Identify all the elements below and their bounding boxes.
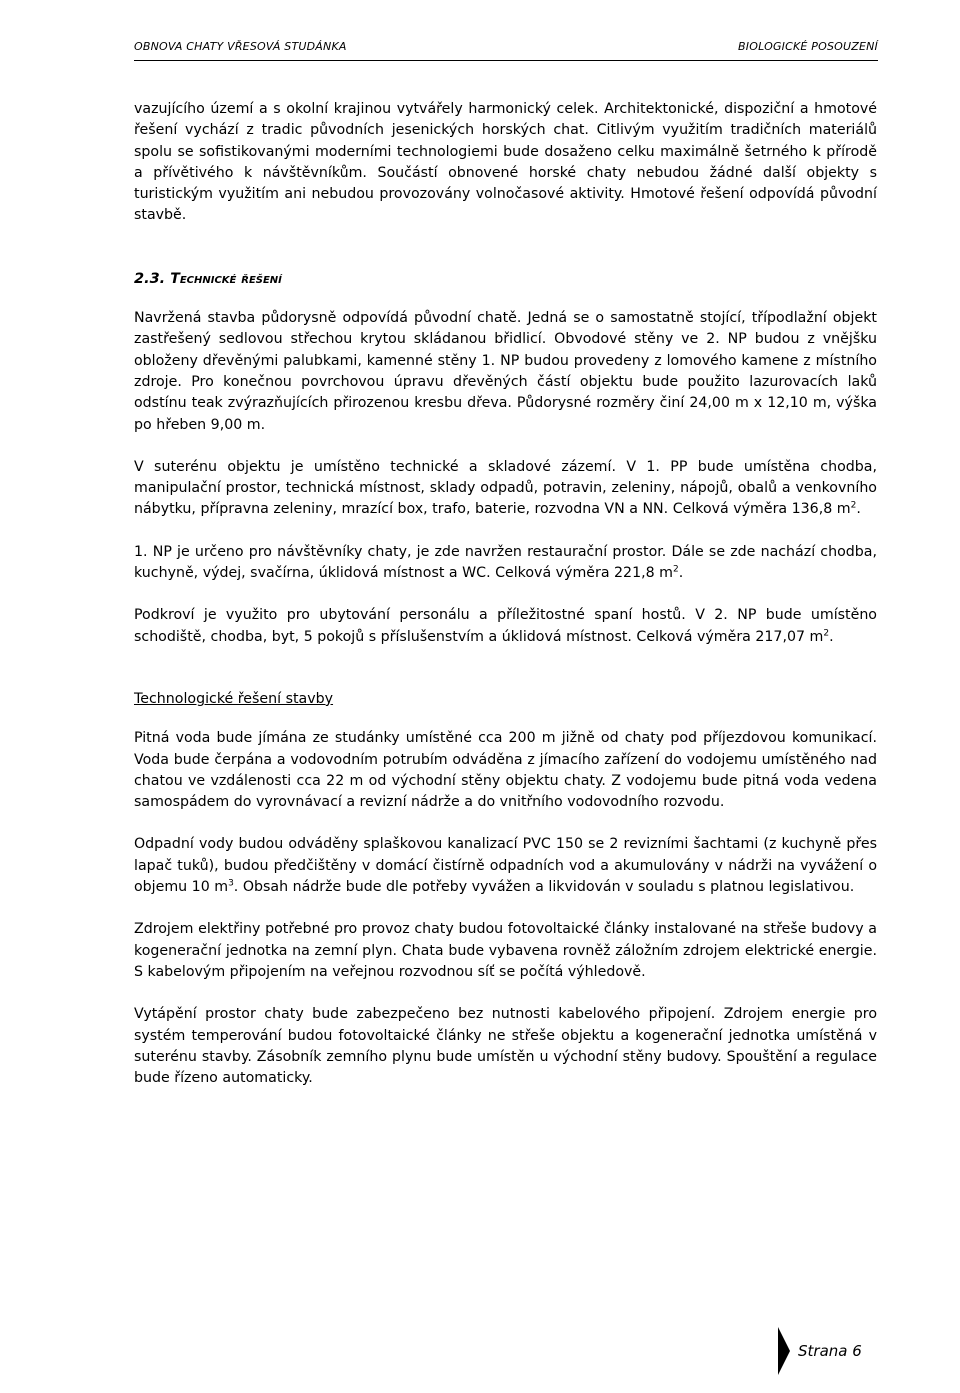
- page-header: [134, 36, 878, 61]
- page-number: Strana 6: [798, 1342, 862, 1360]
- paragraph-end: .: [678, 565, 684, 582]
- section-number: 2.3.: [134, 270, 166, 287]
- paragraph-heating: [134, 1004, 877, 1089]
- paragraph-end: . Obsah nádrže bude dle potřeby vyvážen a likvidován v souladu s platnou legislativou.: [233, 879, 855, 896]
- paragraph-electricity: [134, 919, 877, 983]
- paragraph-text: Pitná voda bude jímána ze studánky umístěné cca 200 m jižně od chaty pod příjezdovou komunikací. Voda bude čerpána a vodovodním potrubím odváděna z jímacího zařízení do vodojemu umístěného nad chatou ve vzdálenosti cca 22 m od východní stěny objektu chaty. Z vodojemu bude pitná voda vedena samospádem do vyrovnávací a revizní nádrže a do vnitřního vodovodního rozvodu.: [134, 730, 877, 811]
- paragraph-end: .: [856, 501, 861, 518]
- paragraph-text: 1. NP je určeno pro návštěvníky chaty, je zde navržen restaurační prostor. Dále se zde nachází chodba, kuchyně, výdej, svačírna, úklidová místnost a WC. Celková výměra 221,8 m: [134, 543, 877, 582]
- paragraph-text: Zdrojem elektřiny potřebné pro provoz chaty budou fotovoltaické články instalované na střeše budovy a kogenerační jednotka na zemní plyn. Chata bude vybavena rovněž záložním zdrojem elektrické energie. S kabelovým připojením na veřejnou rozvodnou síť se počítá výhledově.: [134, 921, 877, 980]
- paragraph-text: Podkroví je využito pro ubytování personálu a příležitostné spaní hostů. V 2. NP bude umístěno schodiště, chodba, byt, 5 pokojů s příslušenstvím a úklidová místnost. Celková výměra 217,07 m: [134, 607, 877, 645]
- superscript: 3: [228, 878, 234, 889]
- superscript: 2: [672, 564, 679, 575]
- superscript: 2: [850, 500, 857, 511]
- paragraph-building-description: [134, 308, 877, 436]
- paragraph-text: Navržená stavba půdorysně odpovídá původní chatě. Jedná se o samostatně stojící, třípodlažní objekt zastřešený sedlovou střechou krytou skládanou břidlicí. Obvodové stěny ve 2. NP budou z vnějšku obloženy dřevěnými palubkami, kamenné stěny 1. NP budou provedeny z lomového kamene z místního zdroje. Pro konečnou povrchovou úpravu dřevěných částí objektu bude použito lazurovacích laků odstínu teak zvýrazňujících přirozenou kresbu dřeva. Půdorysné rozměry činí 24,00 m x 12,10 m, výška po hřeben 9,00 m.: [134, 310, 877, 433]
- paragraph-text: Vytápění prostor chaty bude zabezpečeno bez nutnosti kabelového připojení. Zdrojem energie pro systém temperování budou fotovoltaické články ne střeše objektu a kogenerační jednotka umístěná v suterénu stavby. Zásobník zemního plynu bude umístěn u východní stěny budovy. Spouštění a regulace bude řízeno automaticky.: [134, 1006, 877, 1087]
- paragraph-waste-water: [134, 834, 877, 898]
- section-title: Technické řešení: [170, 270, 282, 287]
- triangle-marker-icon: [778, 1327, 790, 1375]
- paragraph-attic: [134, 605, 877, 648]
- header-report-type: BIOLOGICKÉ POSOUZENÍ: [738, 40, 878, 53]
- paragraph-first-floor: [134, 542, 877, 585]
- paragraph-text: Odpadní vody budou odváděny splaškovou kanalizací PVC 150 se 2 revizními šachtami (z kuchyně přes lapač tuků), budou předčištěny v domácí čistírně odpadních vod a akumulovány v nádrži na vyvážení o objemu 10 m: [134, 836, 877, 896]
- paragraph-end: .: [829, 628, 834, 645]
- paragraph-water-supply: [134, 728, 877, 813]
- superscript: 2: [823, 627, 830, 638]
- tech-heading: Technologické řešení stavby: [134, 690, 334, 707]
- paragraph-text: V suterénu objektu je umístěno technické a skladové zázemí. V 1. PP bude umístěna chodba, manipulační prostor, technická místnost, sklady odpadů, potravin, zeleniny, nápojů, obalů a venkovního nábytku, přípravna zeleniny, mrazící box, trafo, baterie, rozvodna VN a NN. Celková výměra 136,8 m: [134, 458, 877, 518]
- paragraph-basement: [134, 457, 877, 521]
- page-footer: [778, 1327, 878, 1375]
- section-heading: [134, 269, 877, 290]
- page-content: [134, 99, 877, 1089]
- intro-paragraph: vazujícího území a s okolní krajinou vytvářely harmonický celek. Architektonické, dispoziční a hmotové řešení vychází z tradic původních jesenických horských chat. Citlivým využitím tradičních materiálů spolu se sofistikovanými moderními technologiemi bude dosaženo celku maximálně šetrného k přírodě a přívětivého k návštěvníkům. Součástí obnovené horské chaty nebudou žádné další objekty s turistickým využitím ani nebudou provozovány volnočasové aktivity. Hmotové řešení odpovídá původní stavbě.: [134, 101, 877, 224]
- header-document-title: OBNOVA CHATY VŘESOVÁ STUDÁNKA: [134, 40, 347, 53]
